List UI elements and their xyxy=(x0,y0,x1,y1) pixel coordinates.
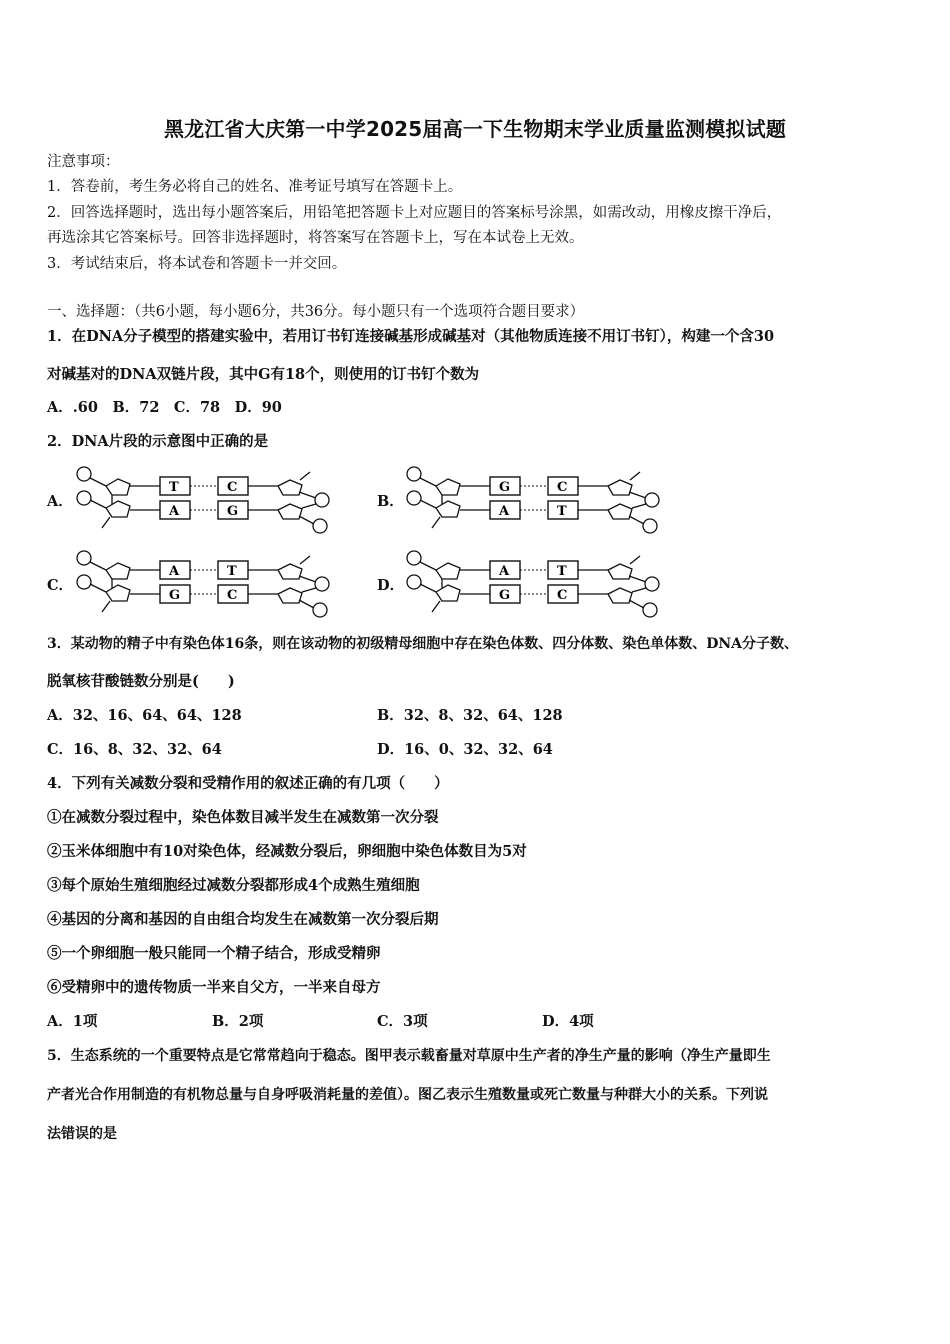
q4-option: A．1项 xyxy=(47,1013,98,1030)
base-top-left: G xyxy=(499,480,511,495)
page-title: 黑龙江省大庆第一中学2025届高一下生物期末学业质量监测模拟试题 xyxy=(163,117,787,141)
q2-option-label: D． xyxy=(377,577,405,594)
q2-option-label: B． xyxy=(377,493,404,510)
base-top-right: C xyxy=(227,480,238,495)
base-top-right: T xyxy=(227,564,237,579)
q3-stem: 脱氧核苷酸链数分别是( ) xyxy=(47,673,235,690)
q1-stem: 1．在DNA分子模型的搭建实验中，若用订书钉连接碱基形成碱基对（其他物质连接不用订书钉），构建一个含30 xyxy=(47,328,775,345)
q3-option: B．32、8、32、64、128 xyxy=(377,707,563,724)
q3-option: A．32、16、64、64、128 xyxy=(47,707,242,724)
base-bottom-left: A xyxy=(169,504,180,519)
q4-option: B．2项 xyxy=(212,1013,264,1030)
q2-stem: 2．DNA片段的示意图中正确的是 xyxy=(47,433,269,450)
base-top-right: C xyxy=(557,480,568,495)
q4-stem: 4．下列有关减数分裂和受精作用的叙述正确的有几项（ ） xyxy=(47,775,449,792)
q4-option: C．3项 xyxy=(377,1013,428,1030)
base-bottom-left: G xyxy=(169,588,181,603)
base-bottom-right: T xyxy=(557,504,567,519)
section-heading: 一、选择题：（共6小题，每小题6分，共36分。每小题只有一个选项符合题目要求） xyxy=(47,304,585,320)
base-top-left: T xyxy=(169,480,179,495)
notice-item: 1．答卷前，考生务必将自己的姓名、准考证号填写在答题卡上。 xyxy=(47,179,463,195)
q4-item: ⑥受精卵中的遗传物质一半来自父方，一半来自母方 xyxy=(47,979,381,996)
notice-item: 2．回答选择题时，选出每小题答案后，用铅笔把答题卡上对应题目的答案标号涂黑，如需改动，用橡皮擦干净后， xyxy=(47,205,782,221)
q1-options: A．.60 B．72 C．78 D．90 xyxy=(47,399,282,416)
notice-item: 再选涂其它答案标号。回答非选择题时，将答案写在答题卡上，写在本试卷上无效。 xyxy=(47,230,584,246)
dna-diagram-d xyxy=(400,548,660,620)
notice-heading: 注意事项： xyxy=(47,154,120,170)
q5-stem: 5．生态系统的一个重要特点是它常常趋向于稳态。图甲表示载畜量对草原中生产者的净生产量的影响（净生产量即生 xyxy=(47,1048,771,1064)
q2-option-label: C． xyxy=(47,577,74,594)
base-bottom-right: C xyxy=(557,588,568,603)
base-top-left: A xyxy=(169,564,180,579)
base-bottom-left: A xyxy=(499,504,510,519)
base-top-right: T xyxy=(557,564,567,579)
base-bottom-left: G xyxy=(499,588,511,603)
q4-item: ①在减数分裂过程中，染色体数目减半发生在减数第一次分裂 xyxy=(47,809,439,826)
q4-item: ②玉米体细胞中有10对染色体，经减数分裂后，卵细胞中染色体数目为5对 xyxy=(47,843,527,860)
dna-diagram-b xyxy=(400,464,660,536)
q1-stem: 对碱基对的DNA双链片段，其中G有18个，则使用的订书钉个数为 xyxy=(47,366,480,383)
q2-option-label: A． xyxy=(47,493,73,510)
base-bottom-right: C xyxy=(227,588,238,603)
q5-stem: 法错误的是 xyxy=(47,1126,117,1142)
notice-item: 3．考试结束后，将本试卷和答题卡一并交回。 xyxy=(47,256,347,272)
q3-option: D．16、0、32、32、64 xyxy=(377,741,553,758)
base-top-left: A xyxy=(499,564,510,579)
q4-item: ③每个原始生殖细胞经过减数分裂都形成4个成熟生殖细胞 xyxy=(47,877,420,894)
q3-option: C．16、8、32、32、64 xyxy=(47,741,222,758)
q4-item: ④基因的分离和基因的自由组合均发生在减数第一次分裂后期 xyxy=(47,911,439,928)
base-bottom-right: G xyxy=(227,504,239,519)
q3-stem: 3．某动物的精子中有染色体16条，则在该动物的初级精母细胞中存在染色体数、四分体数、染色单体数、DNA分子数、 xyxy=(47,636,799,652)
q4-option: D．4项 xyxy=(542,1013,594,1030)
q4-item: ⑤一个卵细胞一般只能同一个精子结合，形成受精卵 xyxy=(47,945,381,962)
dna-diagram-c xyxy=(70,548,330,620)
dna-diagram-a xyxy=(70,464,330,536)
q5-stem: 产者光合作用制造的有机物总量与自身呼吸消耗量的差值）。图乙表示生殖数量或死亡数量与种群大小的关系。下列说 xyxy=(47,1087,768,1103)
